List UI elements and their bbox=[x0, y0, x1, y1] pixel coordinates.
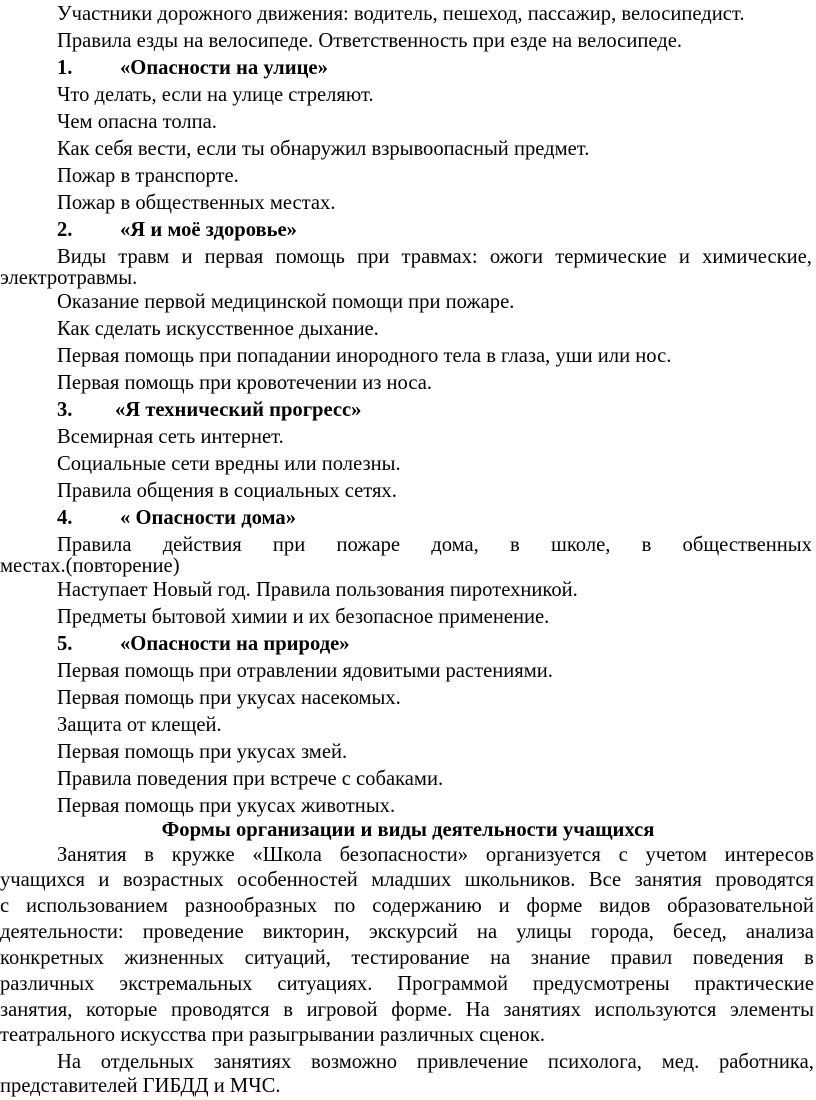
list-item: Как себя вести, если ты обнаружил взрывоопасный предмет. bbox=[57, 138, 590, 160]
list-item: Что делать, если на улице стреляют. bbox=[57, 84, 374, 106]
list-item: Первая помощь при укусах змей. bbox=[57, 741, 348, 763]
justified-line bbox=[57, 842, 814, 869]
list-item: Всемирная сеть интернет. bbox=[57, 426, 284, 448]
word: отдельных bbox=[100, 1051, 194, 1073]
word: игровой bbox=[306, 999, 378, 1021]
word: разнообразных bbox=[184, 895, 318, 917]
section-title: «Опасности на улице» bbox=[120, 57, 328, 79]
justified-line bbox=[0, 945, 814, 972]
justified-line bbox=[0, 893, 814, 920]
section-number: 3. bbox=[57, 399, 73, 421]
word: интересов bbox=[724, 844, 814, 866]
text-line: Правила езды на велосипеде. Ответственность при езде на велосипеде. bbox=[57, 30, 682, 52]
word: улицы bbox=[516, 921, 572, 943]
word: в bbox=[283, 999, 293, 1021]
word: общественных bbox=[682, 534, 812, 556]
word: знание bbox=[530, 947, 591, 969]
word: видов bbox=[599, 895, 651, 917]
word: которые bbox=[86, 999, 158, 1021]
section-number: 5. bbox=[57, 633, 73, 655]
word: тестирование bbox=[351, 947, 470, 969]
list-item: Предметы бытовой химии и их безопасное применение. bbox=[57, 606, 550, 628]
word: города, bbox=[590, 921, 654, 943]
list-item: Первая помощь при укусах животных. bbox=[57, 795, 396, 817]
word: На bbox=[57, 1051, 82, 1073]
word: форме. bbox=[391, 999, 453, 1021]
word: травмах: bbox=[401, 246, 478, 268]
word: с bbox=[0, 895, 10, 917]
text-line: Участники дорожного движения: водитель, пешеход, пассажир, велосипедист. bbox=[57, 3, 745, 25]
word: помощь bbox=[275, 246, 345, 268]
section-title: «Опасности на природе» bbox=[120, 633, 350, 655]
word: образовательной bbox=[667, 895, 814, 917]
list-item: Наступает Новый год. Правила пользования пиротехникой. bbox=[57, 579, 578, 601]
word: младших bbox=[371, 869, 452, 891]
word: предусмотрены bbox=[532, 973, 670, 995]
justified-line bbox=[0, 919, 814, 946]
word: на bbox=[490, 947, 511, 969]
forms-heading: Формы организации и виды деятельности учащихся bbox=[161, 819, 655, 841]
list-item: Пожар в общественных местах. bbox=[57, 192, 336, 214]
word: занятия bbox=[634, 869, 702, 891]
word: в bbox=[641, 534, 652, 556]
section-number: 1. bbox=[57, 57, 73, 79]
word: привлечение bbox=[416, 1051, 529, 1073]
word: жизненных bbox=[124, 947, 225, 969]
word: при bbox=[357, 246, 390, 268]
word: учетом bbox=[645, 844, 707, 866]
list-item: Первая помощь при попадании инородного тела в глаза, уши или нос. bbox=[57, 345, 672, 367]
word: с bbox=[618, 844, 628, 866]
word: анализа bbox=[745, 921, 814, 943]
word: Все bbox=[588, 869, 622, 891]
word: форме bbox=[526, 895, 583, 917]
word: проводятся bbox=[170, 999, 270, 1021]
text-line: представителей ГИБДД и МЧС. bbox=[0, 1075, 281, 1097]
list-item: Как сделать искусственное дыхание. bbox=[57, 318, 379, 340]
word: различных bbox=[0, 973, 95, 995]
justified-line bbox=[57, 1049, 814, 1076]
word: и bbox=[498, 895, 510, 917]
word: при bbox=[272, 534, 306, 556]
word: по bbox=[334, 895, 356, 917]
justified-line bbox=[57, 244, 812, 271]
word: безопасности» bbox=[339, 844, 469, 866]
word: Виды bbox=[57, 246, 107, 268]
word: в bbox=[510, 534, 520, 556]
word: учащихся bbox=[0, 869, 85, 891]
word: и bbox=[181, 246, 193, 268]
section-title: « Опасности дома» bbox=[120, 507, 297, 529]
section-number: 2. bbox=[57, 219, 73, 241]
word: проведение bbox=[142, 921, 244, 943]
word: использованием bbox=[25, 895, 168, 917]
word: Занятия bbox=[57, 844, 127, 866]
word: занятиях bbox=[213, 1051, 292, 1073]
word: химические, bbox=[702, 246, 812, 268]
word: поведения bbox=[692, 947, 784, 969]
word: особенностей bbox=[237, 869, 358, 891]
word: элементы bbox=[730, 999, 814, 1021]
word: деятельности: bbox=[0, 921, 124, 943]
word: пожаре bbox=[336, 534, 401, 556]
word: проводятся bbox=[715, 869, 814, 891]
word: термические bbox=[555, 246, 667, 268]
section-title: «Я технический прогресс» bbox=[115, 399, 362, 421]
word: используются bbox=[594, 999, 717, 1021]
list-item: Правила общения в социальных сетях. bbox=[57, 480, 397, 502]
word: ожоги bbox=[489, 246, 544, 268]
list-item: Правила поведения при встрече с собаками. bbox=[57, 768, 444, 790]
word: ситуаций, bbox=[244, 947, 331, 969]
word: возможно bbox=[310, 1051, 398, 1073]
word: занятия, bbox=[0, 999, 73, 1021]
word: работника, bbox=[718, 1051, 814, 1073]
word: мед. bbox=[661, 1051, 700, 1073]
word: конкретных bbox=[0, 947, 104, 969]
word: и bbox=[678, 246, 690, 268]
word: и bbox=[98, 869, 110, 891]
section-title: «Я и моё здоровье» bbox=[120, 219, 297, 241]
word: содержанию bbox=[372, 895, 482, 917]
word: Правила bbox=[57, 534, 132, 556]
word: в bbox=[804, 947, 814, 969]
word: На bbox=[465, 999, 490, 1021]
word: правил bbox=[610, 947, 673, 969]
list-item: Пожар в транспорте. bbox=[57, 165, 239, 187]
justified-line bbox=[0, 971, 814, 998]
word: занятиях bbox=[503, 999, 581, 1021]
text-line: местах.(повторение) bbox=[0, 555, 180, 577]
word: ситуациях. bbox=[277, 973, 373, 995]
word: возрастных bbox=[122, 869, 224, 891]
word: практические bbox=[694, 973, 814, 995]
text-line: театрального искусства при разыгрывании различных сценок. bbox=[0, 1024, 546, 1046]
list-item: Первая помощь при укусах насекомых. bbox=[57, 687, 401, 709]
word: экскурсий bbox=[368, 921, 458, 943]
word: действия bbox=[162, 534, 242, 556]
word: травм bbox=[118, 246, 170, 268]
word: «Школа bbox=[252, 844, 322, 866]
list-item: Первая помощь при отравлении ядовитыми растениями. bbox=[57, 660, 553, 682]
list-item: Социальные сети вредны или полезны. bbox=[57, 453, 401, 475]
text-line: электротравмы. bbox=[0, 267, 138, 289]
section-number: 4. bbox=[57, 507, 73, 529]
word: экстремальных bbox=[119, 973, 253, 995]
word: психолога, bbox=[547, 1051, 642, 1073]
word: на bbox=[476, 921, 498, 943]
word: бесед, bbox=[672, 921, 727, 943]
word: школьников. bbox=[464, 869, 576, 891]
list-item: Первая помощь при кровотечении из носа. bbox=[57, 372, 433, 394]
justified-line bbox=[0, 867, 814, 894]
list-item: Чем опасна толпа. bbox=[57, 111, 217, 133]
word: организуется bbox=[485, 844, 601, 866]
justified-line bbox=[0, 997, 814, 1024]
word: в bbox=[144, 844, 154, 866]
word: школе, bbox=[550, 534, 611, 556]
list-item: Защита от клещей. bbox=[57, 714, 222, 736]
word: Программой bbox=[397, 973, 508, 995]
word: викторин, bbox=[262, 921, 350, 943]
word: кружке bbox=[171, 844, 235, 866]
word: дома, bbox=[431, 534, 479, 556]
list-item: Оказание первой медицинской помощи при пожаре. bbox=[57, 291, 515, 313]
word: первая bbox=[204, 246, 264, 268]
